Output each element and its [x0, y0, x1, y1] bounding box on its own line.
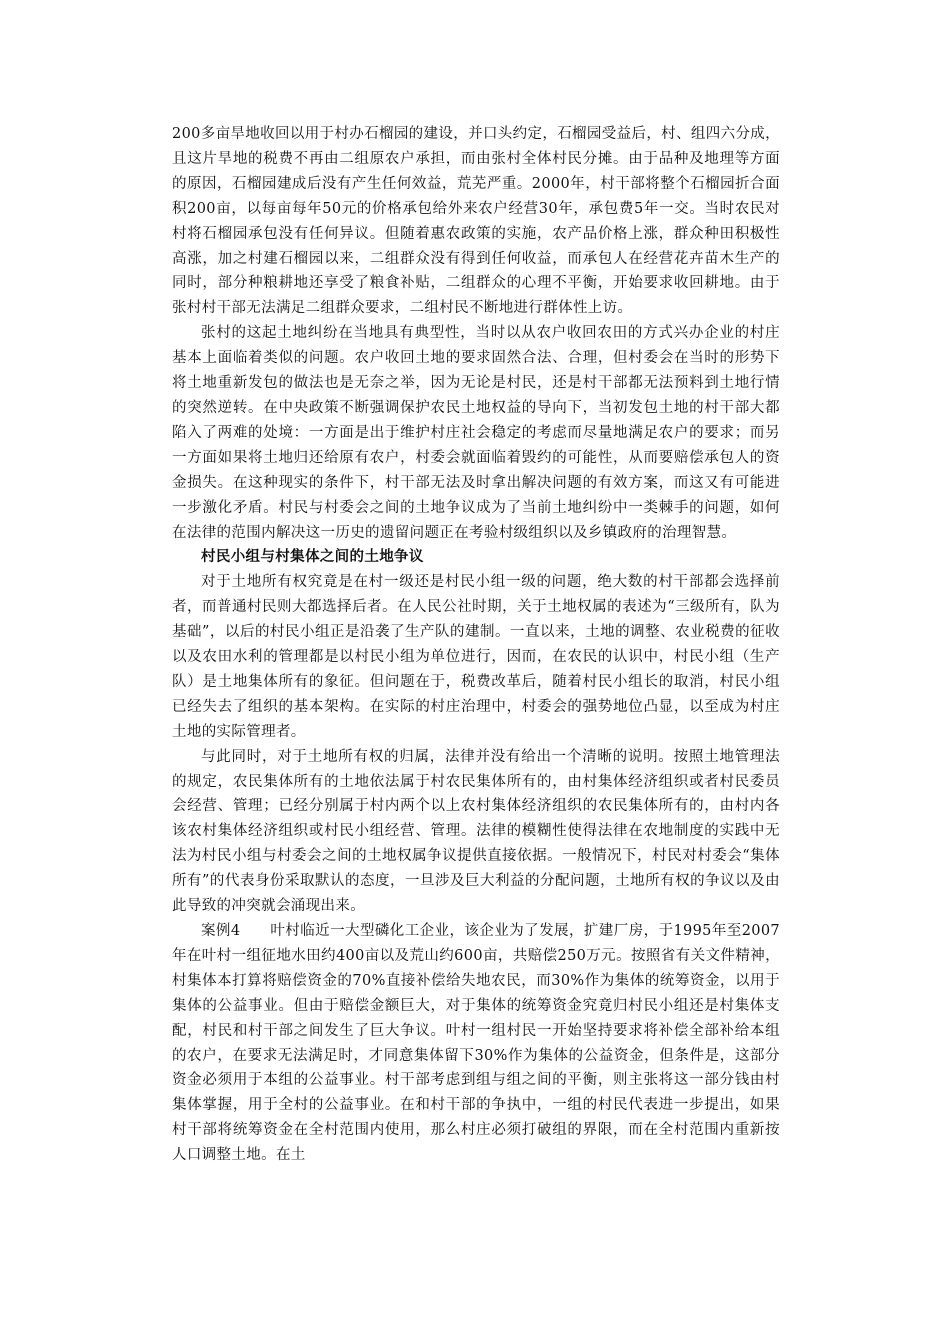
paragraph-continued: 200多亩旱地收回以用于村办石榴园的建设，并口头约定，石榴园受益后，村、组四六分成，且这片旱地的税费不再由二组原农户承担，而由张村全体村民分摊。由于品种及地理等方面的原因，石榴园建成后没有产生任何效益，荒芜严重。2000年，村干部将整个石榴园折合面积200亩，以每亩每年50元的价格承包给外来农户经营30年，承包费5年一交。当时农民对村将石榴园承包没有任何异议。但随着惠农政策的实施，农产品价格上涨，群众种田积极性高涨，加之村建石榴园以来，二组群众没有得到任何收益，而承包人在经营花卉苗木生产的同时，部分种粮耕地还享受了粮食补贴，二组群众的心理不平衡，开始要求收回耕地。由于张村村干部无法满足二组群众要求，二组村民不断地进行群体性上访。 [172, 126, 780, 317]
paragraph-case-4: 案例4 叶村临近一大型磷化工企业，该企业为了发展，扩建厂房，于1995年至2007年在叶村一组征地水田约400亩以及荒山约600亩，共赔偿250万元。按照省有关文件精神，村集体本打算将赔偿资金的70%直接补偿给失地农民，而30%作为集体的统筹资金，以用于集体的公益事业。但由于赔偿金额巨大，对于集体的统筹资金究竟归村民小组还是村集体支配，村民和村干部之间发生了巨大争议。叶村一组村民一开始坚持要求将补偿全部补给本组的农户，在要求无法满足时，才同意集体留下30%作为集体的公益资金，但条件是，这部分资金必须用于本组的公益事业。村干部考虑到组与组之间的平衡，则主张将这一部分钱由村集体掌握，用于全村的公益事业。在和村干部的争执中，一组的村民代表进一步提出，如果村干部将统筹资金在全村范围内使用，那么村庄必须打破组的界限，而在全村范围内重新按人口调整土地。在土 [172, 923, 780, 1164]
section-heading: 村民小组与村集体之间的土地争议 [201, 548, 424, 566]
paragraph: 与此同时，对于土地所有权的归属，法律并没有给出一个清晰的说明。按照土地管理法的规定，农民集体所有的土地依法属于村农民集体所有的，由村集体经济组织或者村民委员会经营、管理；已经分别属于村内两个以上农村集体经济组织的农民集体所有的，由村内各该农村集体经济组织或村民小组经营、管理。法律的模糊性使得法律在农地制度的实践中无法为村民小组与村委会之间的土地权属争议提供直接依据。一般情况下，村民对村委会“集体所有”的代表身份采取默认的态度，一旦涉及巨大利益的分配问题，土地所有权的争议以及由此导致的冲突就会涌现出来。 [172, 748, 780, 915]
paragraph: 张村的这起土地纠纷在当地具有典型性，当时以从农户收回农田的方式兴办企业的村庄基本上面临着类似的问题。农户收回土地的要求固然合法、合理，但村委会在当时的形势下将土地重新发包的做法也是无奈之举，因为无论是村民，还是村干部都无法预料到土地行情的突然逆转。在中央政策不断强调保护农民土地权益的导向下，当初发包土地的村干部大都陷入了两难的处境：一方面是出于维护村庄社会稳定的考虑而尽量地满足农户的要求；而另一方面如果将土地归还给原有农户，村委会就面临着毁约的可能性，从而要赔偿承包人的资金损失。在这种现实的条件下，村干部无法及时拿出解决问题的有效方案，而这又有可能进一步激化矛盾。村民与村委会之间的土地争议成为了当前土地纠纷中一类棘手的问题，如何在法律的范围内解决这一历史的遗留问题正在考验村级组织以及乡镇政府的治理智慧。 [172, 325, 780, 541]
document-body [172, 122, 780, 1168]
paragraph: 对于土地所有权究竟是在村一级还是村民小组一级的问题，绝大数的村干部都会选择前者，而普通村民则大都选择后者。在人民公社时期，关于土地权属的表述为“三级所有，队为基础”，以后的村民小组正是沿袭了生产队的建制。一直以来，土地的调整、农业税费的征收以及农田水利的管理都是以村民小组为单位进行，因而，在农民的认识中，村民小组（生产队）是土地集体所有的象征。但问题在于，税费改革后，随着村民小组长的取消，村民小组已经失去了组织的基本架构。在实际的村庄治理中，村委会的强势地位凸显，以至成为村庄土地的实际管理者。 [172, 574, 780, 740]
